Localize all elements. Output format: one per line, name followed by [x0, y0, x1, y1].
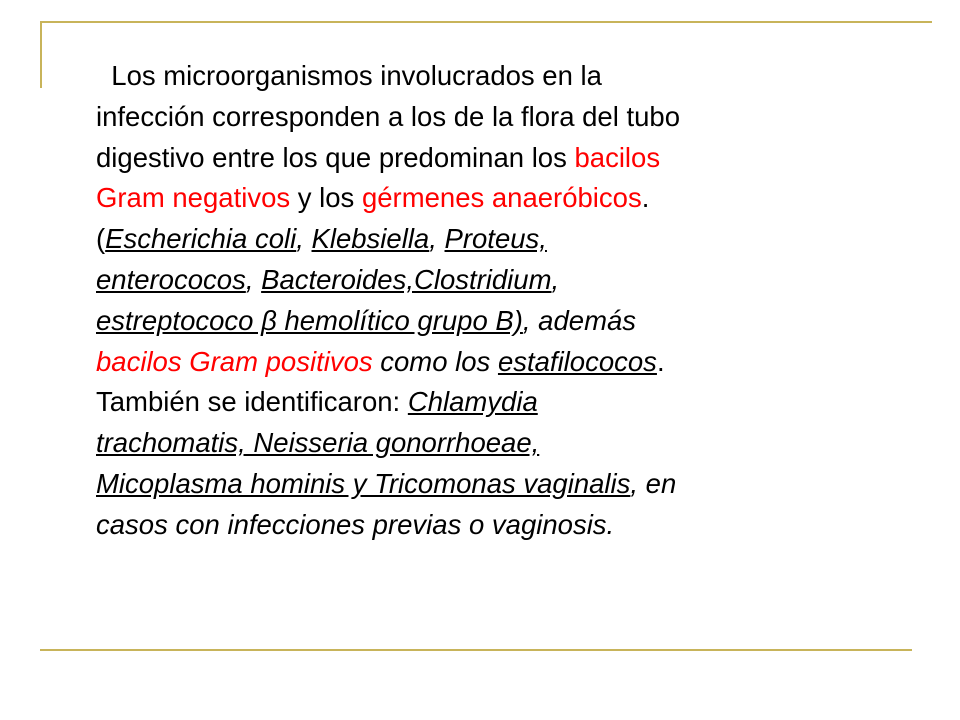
highlight-term: gérmenes anaeróbicos [361, 182, 642, 214]
species-name: trachomatis, Neisseria gonorrhoeae, [96, 427, 540, 459]
text-run: infección corresponden a los de la flora del tubo [96, 100, 680, 132]
line-5 [96, 219, 876, 260]
text-run: , [245, 263, 262, 295]
top-rule [40, 21, 932, 23]
highlight-term: Gram negativos [96, 182, 291, 214]
line-1 [96, 56, 876, 97]
species-name: estafilococos [497, 345, 657, 377]
text-run: , [296, 223, 312, 255]
bottom-rule [40, 649, 912, 651]
species-name: Klebsiella [311, 223, 430, 255]
text-run: . [641, 182, 650, 214]
line-6 [96, 260, 876, 301]
line-2 [96, 97, 876, 138]
left-rule [40, 21, 42, 88]
highlight-term: bacilos [574, 141, 661, 173]
species-name: Escherichia coli [105, 223, 297, 255]
text-run: como los [372, 345, 498, 377]
text-run: , en [630, 467, 677, 499]
line-8 [96, 342, 876, 383]
species-name: Bacteroides,Clostridium [261, 263, 552, 295]
line-12 [96, 505, 876, 546]
line-3 [96, 138, 876, 179]
text-run: , [551, 263, 560, 295]
species-name: Micoplasma hominis y Tricomonas vaginalis [96, 467, 631, 499]
line-9 [96, 382, 876, 423]
text-run: casos con infecciones previas o vaginosis. [96, 508, 615, 540]
species-name: Chlamydia [407, 386, 538, 418]
text-run: También se identificaron: [96, 386, 408, 418]
line-7 [96, 301, 876, 342]
species-name: estreptococo β hemolítico grupo B) [96, 304, 523, 336]
line-4 [96, 178, 876, 219]
text-run: . [656, 345, 665, 377]
line-10 [96, 423, 876, 464]
text-run: Los microorganismos involucrados en la [111, 60, 602, 91]
text-run: , además [522, 304, 637, 336]
line-11 [96, 464, 876, 505]
text-run: digestivo entre los que predominan los [96, 141, 575, 173]
text-run: ( [96, 223, 106, 255]
text-run: y los [290, 182, 362, 214]
species-name: Proteus, [444, 223, 547, 255]
text-run: , [429, 223, 445, 255]
body-paragraph [96, 56, 876, 546]
species-name: enterococos [96, 263, 246, 295]
highlight-term: bacilos Gram positivos [96, 345, 373, 377]
